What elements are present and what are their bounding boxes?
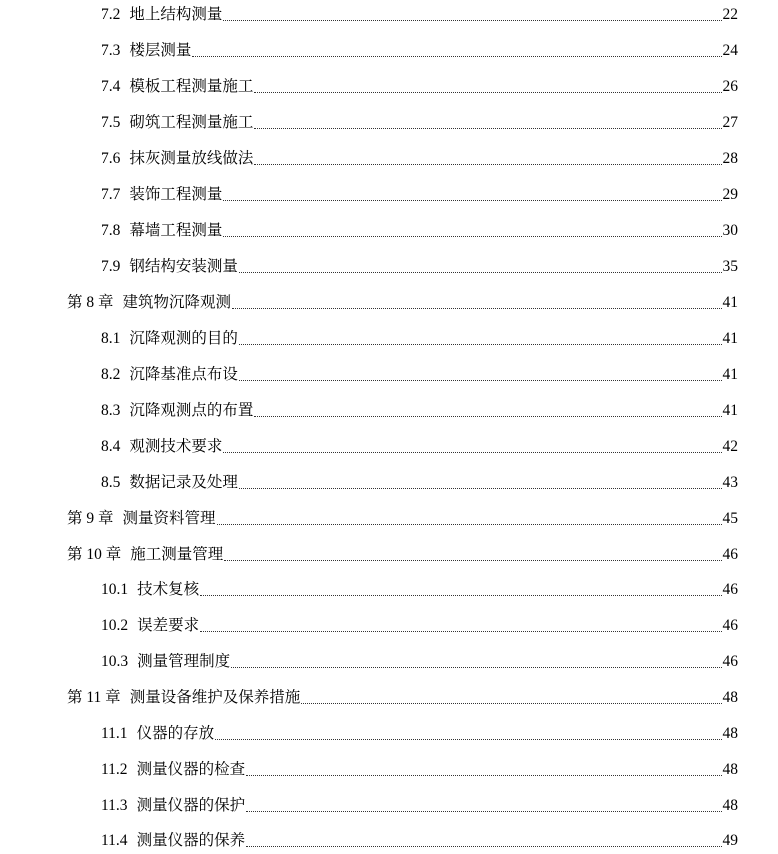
entry-page-number: 26 (722, 78, 738, 95)
entry-title: 建筑物沉降观测 (122, 294, 232, 311)
entry-page-number: 45 (722, 510, 738, 527)
entry-page-number: 43 (722, 474, 738, 491)
entry-number: 8.5 (101, 474, 121, 491)
entry-title: 抹灰测量放线做法 (129, 150, 254, 167)
dot-leader (200, 594, 721, 596)
toc-entry-11-4[interactable] (101, 829, 738, 851)
entry-title: 楼层测量 (129, 42, 192, 59)
toc-entry-chapter-11[interactable] (67, 686, 738, 708)
toc-entry-10-2[interactable] (101, 614, 738, 636)
toc-entry-10-3[interactable] (101, 650, 738, 672)
toc-entry-8-5[interactable] (101, 471, 738, 493)
entry-number: 11.2 (101, 761, 128, 778)
toc-entry-7-7[interactable] (101, 183, 738, 205)
entry-title: 测量资料管理 (122, 510, 216, 527)
entry-page-number: 41 (722, 366, 738, 383)
entry-page-number: 41 (722, 330, 738, 347)
entry-number: 8.2 (101, 366, 121, 383)
entry-number: 8.1 (101, 330, 121, 347)
entry-title: 沉降基准点布设 (129, 366, 238, 383)
toc-entry-7-5[interactable] (101, 111, 738, 133)
dot-leader (246, 845, 721, 847)
entry-number: 10.1 (101, 581, 129, 598)
toc-entry-8-3[interactable] (101, 399, 738, 421)
entry-number: 7.8 (101, 222, 121, 239)
toc-entry-7-8[interactable] (101, 219, 738, 241)
entry-title: 施工测量管理 (130, 546, 224, 563)
dot-leader (254, 163, 721, 165)
entry-number: 第 9 章 (67, 510, 114, 527)
dot-leader (215, 738, 721, 740)
dot-leader (254, 127, 721, 129)
entry-title: 砌筑工程测量施工 (129, 114, 254, 131)
entry-number: 11.1 (101, 725, 128, 742)
entry-number: 7.3 (101, 42, 121, 59)
dot-leader (217, 523, 722, 525)
entry-number: 7.6 (101, 150, 121, 167)
entry-page-number: 28 (722, 150, 738, 167)
entry-number: 7.5 (101, 114, 121, 131)
dot-leader (239, 487, 722, 489)
dot-leader (232, 307, 721, 309)
entry-page-number: 48 (722, 725, 738, 742)
toc-entry-chapter-10[interactable] (67, 543, 738, 565)
toc-entry-10-1[interactable] (101, 578, 738, 600)
dot-leader (223, 19, 721, 21)
entry-number: 11.4 (101, 832, 128, 849)
dot-leader (246, 810, 721, 812)
toc-entry-11-3[interactable] (101, 794, 738, 816)
entry-number: 7.7 (101, 186, 121, 203)
toc-entry-7-3[interactable] (101, 39, 738, 61)
entry-page-number: 49 (722, 832, 738, 849)
entry-title: 钢结构安装测量 (129, 258, 238, 275)
entry-page-number: 29 (722, 186, 738, 203)
entry-page-number: 46 (722, 546, 738, 563)
dot-leader (254, 91, 721, 93)
entry-title: 幕墙工程测量 (129, 222, 223, 239)
dot-leader (223, 235, 721, 237)
entry-title: 地上结构测量 (129, 6, 223, 23)
entry-page-number: 46 (722, 653, 738, 670)
dot-leader (239, 271, 722, 273)
toc-entry-7-9[interactable] (101, 255, 738, 277)
toc-entry-7-2[interactable] (101, 3, 738, 25)
dot-leader (254, 415, 721, 417)
entry-title: 数据记录及处理 (129, 474, 238, 491)
entry-page-number: 46 (722, 617, 738, 634)
entry-title: 模板工程测量施工 (129, 78, 254, 95)
toc-entry-11-2[interactable] (101, 758, 738, 780)
entry-number: 7.4 (101, 78, 121, 95)
entry-page-number: 42 (722, 438, 738, 455)
entry-title: 测量仪器的保养 (136, 832, 246, 849)
toc-entry-11-1[interactable] (101, 722, 738, 744)
entry-page-number: 41 (722, 402, 738, 419)
entry-number: 8.4 (101, 438, 121, 455)
toc-entry-7-4[interactable] (101, 75, 738, 97)
entry-page-number: 24 (722, 42, 738, 59)
entry-number: 第 11 章 (67, 689, 121, 706)
dot-leader (200, 630, 721, 632)
entry-number: 8.3 (101, 402, 121, 419)
dot-leader (239, 343, 722, 345)
entry-title: 沉降观测的目的 (129, 330, 238, 347)
entry-number: 10.3 (101, 653, 129, 670)
entry-title: 沉降观测点的布置 (129, 402, 254, 419)
entry-page-number: 48 (722, 797, 738, 814)
dot-leader (246, 774, 721, 776)
entry-page-number: 46 (722, 581, 738, 598)
dot-leader (223, 199, 721, 201)
entry-title: 测量设备维护及保养措施 (129, 689, 301, 706)
dot-leader (301, 702, 721, 704)
entry-page-number: 27 (722, 114, 738, 131)
dot-leader (231, 666, 721, 668)
dot-leader (192, 55, 721, 57)
entry-page-number: 30 (722, 222, 738, 239)
entry-page-number: 48 (722, 761, 738, 778)
entry-title: 技术复核 (137, 581, 200, 598)
toc-entry-chapter-9[interactable] (67, 507, 738, 529)
entry-number: 11.3 (101, 797, 128, 814)
dot-leader (223, 451, 721, 453)
toc-entry-8-1[interactable] (101, 327, 738, 349)
entry-title: 装饰工程测量 (129, 186, 223, 203)
entry-title: 测量仪器的检查 (136, 761, 246, 778)
entry-number: 7.9 (101, 258, 121, 275)
entry-title: 观测技术要求 (129, 438, 223, 455)
dot-leader (239, 379, 722, 381)
toc-entry-chapter-8[interactable] (67, 291, 738, 313)
entry-title: 仪器的存放 (136, 725, 215, 742)
toc-entry-8-4[interactable] (101, 435, 738, 457)
entry-number: 10.2 (101, 617, 129, 634)
entry-number: 第 8 章 (67, 294, 114, 311)
entry-page-number: 48 (722, 689, 738, 706)
entry-number: 第 10 章 (67, 546, 122, 563)
entry-page-number: 22 (722, 6, 738, 23)
entry-number: 7.2 (101, 6, 121, 23)
entry-title: 测量管理制度 (137, 653, 231, 670)
toc-entry-7-6[interactable] (101, 147, 738, 169)
entry-page-number: 35 (722, 258, 738, 275)
entry-title: 误差要求 (137, 617, 200, 634)
entry-page-number: 41 (722, 294, 738, 311)
dot-leader (224, 559, 721, 561)
entry-title: 测量仪器的保护 (136, 797, 246, 814)
toc-entry-8-2[interactable] (101, 363, 738, 385)
